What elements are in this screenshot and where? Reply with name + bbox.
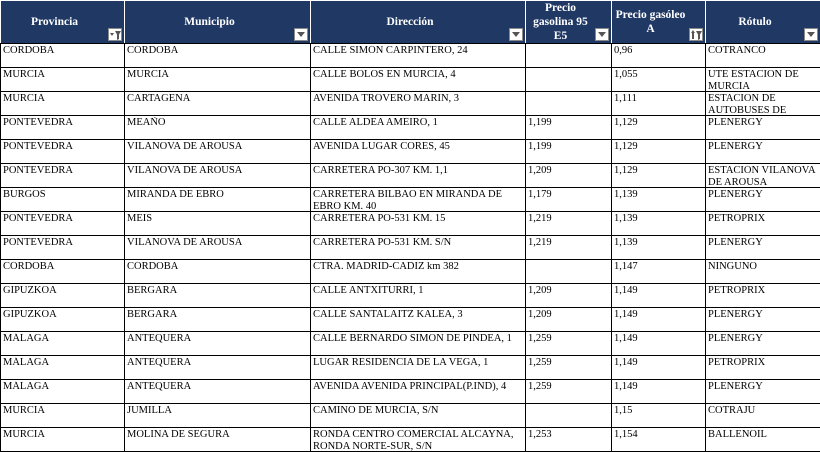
table-row [1,332,820,356]
cell-rotulo[interactable] [706,260,820,284]
cell-municipio[interactable] [125,212,311,236]
cell-value: 1,149 [614,357,703,379]
cell-value: LUGAR RESIDENCIA DE LA VEGA, 1 [313,357,523,379]
cell-precio-gasolina[interactable] [526,164,612,188]
filter-active-icon [110,30,121,40]
cell-precio-gasolina[interactable] [526,308,612,332]
cell-value: MURCIA [3,93,122,115]
cell-municipio[interactable] [125,116,311,140]
cell-provincia[interactable] [1,260,125,284]
cell-value: CTRA. MADRID-CADIZ km 382 [313,261,523,283]
cell-precio-gasolina[interactable] [526,212,612,236]
cell-value [528,93,609,115]
cell-value: 1,15 [614,405,703,427]
cell-value: 1,139 [614,237,703,259]
sort-ascending-icon [691,30,702,40]
cell-value: MÁLAGA [3,333,122,355]
cell-precio-gasolina[interactable] [526,380,612,404]
cell-direccion[interactable] [311,116,526,140]
cell-precio-gasolina[interactable] [526,68,612,92]
cell-direccion[interactable] [311,44,526,68]
dropdown-arrow-icon [598,32,606,37]
cell-precio-gasoleo[interactable] [612,44,706,68]
cell-value: 1,129 [614,165,703,187]
cell-municipio[interactable] [125,140,311,164]
column-header-precio-gasolina[interactable] [526,1,612,44]
cell-precio-gasolina[interactable] [526,260,612,284]
cell-value: PETROPRIX [708,213,818,235]
cell-precio-gasoleo[interactable] [612,356,706,380]
table-body [1,44,820,452]
cell-value: 0,96 [614,45,703,67]
cell-value [528,69,609,91]
cell-value: 1,111 [614,93,703,115]
cell-value: PONTEVEDRA [3,141,122,163]
cell-precio-gasolina[interactable] [526,356,612,380]
cell-provincia[interactable] [1,212,125,236]
cell-value: 1,199 [528,141,609,163]
cell-provincia[interactable] [1,44,125,68]
table-row [1,428,820,452]
cell-municipio[interactable] [125,164,311,188]
cell-value: CALLE BOLOS EN MURCIA, 4 [313,69,523,91]
column-header-rotulo[interactable] [706,1,820,44]
cell-value: CALLE ANTXITURRI, 1 [313,285,523,307]
cell-municipio[interactable] [125,380,311,404]
cell-value: 1,219 [528,213,609,235]
cell-municipio[interactable] [125,260,311,284]
dropdown-arrow-icon [297,32,305,37]
column-header-direccion[interactable] [311,1,526,44]
column-header-precio-gasoleo[interactable] [612,1,706,44]
cell-value: MURCIA [3,69,122,91]
cell-provincia[interactable] [1,404,125,428]
cell-value: 1,259 [528,357,609,379]
cell-municipio[interactable] [125,308,311,332]
cell-municipio[interactable] [125,332,311,356]
filter-dropdown-button[interactable] [804,28,818,41]
cell-provincia[interactable] [1,428,125,452]
cell-value: 1,179 [528,189,609,211]
cell-provincia[interactable] [1,164,125,188]
filter-dropdown-button[interactable] [689,28,703,41]
cell-rotulo[interactable] [706,332,820,356]
cell-value: VILANOVA DE AROUSA [127,165,308,187]
column-header-label: Rótulo [706,15,820,29]
cell-value: 1,129 [614,141,703,163]
cell-precio-gasoleo[interactable] [612,68,706,92]
cell-value: 1,154 [614,429,703,451]
cell-value: MURCIA [127,69,308,91]
column-header-label: Precio gasóleo A [612,8,705,36]
cell-value: MEAÑO [127,117,308,139]
cell-value [528,45,609,67]
cell-value: 1,055 [614,69,703,91]
cell-value: 1,149 [614,333,703,355]
table-row [1,356,820,380]
cell-value: CÓRDOBA [3,45,122,67]
cell-value: VILANOVA DE AROUSA [127,141,308,163]
cell-value: MEIS [127,213,308,235]
cell-provincia[interactable] [1,332,125,356]
cell-value: AVENIDA TROVERO MARIN, 3 [313,93,523,115]
cell-value: PONTEVEDRA [3,117,122,139]
cell-rotulo[interactable] [706,308,820,332]
cell-value [528,261,609,283]
cell-precio-gasoleo[interactable] [612,212,706,236]
cell-provincia[interactable] [1,236,125,260]
cell-precio-gasoleo[interactable] [612,380,706,404]
cell-value: 1,147 [614,261,703,283]
cell-value: ANTEQUERA [127,333,308,355]
cell-precio-gasoleo[interactable] [612,260,706,284]
cell-value: MÁLAGA [3,381,122,403]
cell-precio-gasoleo[interactable] [612,308,706,332]
cell-value: 1,219 [528,237,609,259]
header-row [1,1,820,44]
cell-rotulo[interactable] [706,428,820,452]
cell-value: MURCIA [3,405,122,427]
cell-value: ANTEQUERA [127,357,308,379]
column-header-label: Precio gasolina 95 E5 [526,1,611,43]
cell-municipio[interactable] [125,404,311,428]
cell-value: BERGARA [127,285,308,307]
cell-rotulo[interactable] [706,236,820,260]
cell-value: COTRAJU [708,405,818,427]
cell-value: ANTEQUERA [127,381,308,403]
cell-direccion[interactable] [311,92,526,116]
cell-precio-gasolina[interactable] [526,44,612,68]
cell-value: MIRANDA DE EBRO [127,189,308,211]
cell-value: 1,209 [528,165,609,187]
cell-value: MÁLAGA [3,357,122,379]
cell-value: CÓRDOBA [127,261,308,283]
table-row [1,236,820,260]
cell-value: PONTEVEDRA [3,237,122,259]
table-row [1,284,820,308]
cell-precio-gasoleo[interactable] [612,332,706,356]
cell-value: 1,149 [614,381,703,403]
cell-value: JUMILLA [127,405,308,427]
cell-value: ESTACION DE AUTOBUSES DE [708,93,818,115]
cell-value: CARRETERA PO-531 KM. 15 [313,213,523,235]
cell-provincia[interactable] [1,356,125,380]
cell-municipio[interactable] [125,428,311,452]
cell-value: UTE ESTACION DE MURCIA [708,69,818,91]
cell-value: MURCIA [3,429,122,451]
cell-precio-gasoleo[interactable] [612,116,706,140]
table-row [1,140,820,164]
cell-value: GIPUZKOA [3,285,122,307]
cell-direccion[interactable] [311,140,526,164]
cell-value: PETROPRIX [708,357,818,379]
cell-municipio[interactable] [125,68,311,92]
cell-precio-gasoleo[interactable] [612,404,706,428]
cell-value: CARRETERA BILBAO EN MIRANDA DE EBRO KM. 40 [313,189,523,211]
cell-value: 1,129 [614,117,703,139]
cell-provincia[interactable] [1,140,125,164]
cell-rotulo[interactable] [706,164,820,188]
cell-direccion[interactable] [311,164,526,188]
cell-value: 1,139 [614,189,703,211]
cell-value: PONTEVEDRA [3,213,122,235]
cell-provincia[interactable] [1,284,125,308]
cell-provincia[interactable] [1,188,125,212]
cell-precio-gasolina[interactable] [526,140,612,164]
cell-value: GIPUZKOA [3,309,122,331]
cell-direccion[interactable] [311,308,526,332]
cell-value: 1,149 [614,285,703,307]
cell-precio-gasoleo[interactable] [612,236,706,260]
cell-value: BURGOS [3,189,122,211]
column-header-label: Dirección [311,15,525,29]
table-row [1,380,820,404]
cell-rotulo[interactable] [706,212,820,236]
cell-municipio[interactable] [125,236,311,260]
cell-value: PLENERGY [708,381,818,403]
cell-value: AVENIDA LUGAR CORES, 45 [313,141,523,163]
cell-direccion[interactable] [311,356,526,380]
cell-value: CARRETERA PO-307 KM. 1,1 [313,165,523,187]
cell-direccion[interactable] [311,284,526,308]
cell-precio-gasolina[interactable] [526,428,612,452]
table-row [1,188,820,212]
cell-direccion[interactable] [311,68,526,92]
cell-value: BALLENOIL [708,429,818,451]
cell-precio-gasoleo[interactable] [612,428,706,452]
cell-precio-gasoleo[interactable] [612,164,706,188]
cell-value: PONTEVEDRA [3,165,122,187]
cell-value: PLENERGY [708,237,818,259]
cell-value: CAMINO DE MURCIA, S/N [313,405,523,427]
cell-provincia[interactable] [1,92,125,116]
cell-provincia[interactable] [1,116,125,140]
filter-dropdown-button[interactable] [294,28,308,41]
cell-value: CARRETERA PO-531 KM. S/N [313,237,523,259]
cell-value: COTRANCO [708,45,818,67]
cell-rotulo[interactable] [706,284,820,308]
cell-precio-gasolina[interactable] [526,332,612,356]
cell-direccion[interactable] [311,236,526,260]
cell-value: CÓRDOBA [3,261,122,283]
table-row [1,164,820,188]
cell-value: PLENERGY [708,141,818,163]
cell-rotulo[interactable] [706,188,820,212]
cell-provincia[interactable] [1,380,125,404]
cell-value: VILANOVA DE AROUSA [127,237,308,259]
cell-precio-gasoleo[interactable] [612,188,706,212]
cell-rotulo[interactable] [706,380,820,404]
cell-value: 1,253 [528,429,609,451]
cell-direccion[interactable] [311,380,526,404]
cell-rotulo[interactable] [706,404,820,428]
cell-value: PLENERGY [708,189,818,211]
cell-precio-gasolina[interactable] [526,92,612,116]
table-row [1,260,820,284]
cell-value: NINGUNO [708,261,818,283]
cell-value: ESTACIÓN VILANOVA DE AROUSA [708,165,818,187]
cell-value: 1,139 [614,213,703,235]
table-row [1,308,820,332]
cell-value: 1,209 [528,285,609,307]
cell-value: BERGARA [127,309,308,331]
cell-precio-gasolina[interactable] [526,236,612,260]
table-row [1,44,820,68]
cell-direccion[interactable] [311,428,526,452]
cell-rotulo[interactable] [706,116,820,140]
cell-value: AVENIDA AVENIDA PRINCIPAL(P.IND), 4 [313,381,523,403]
cell-direccion[interactable] [311,212,526,236]
cell-value [528,405,609,427]
filter-dropdown-button[interactable] [108,28,122,41]
column-header-label: Provincia [1,15,124,29]
cell-value: CARTAGENA [127,93,308,115]
cell-value: 1,209 [528,309,609,331]
cell-value: CALLE SANTALAITZ KALEA, 3 [313,309,523,331]
cell-value: PLENERGY [708,309,818,331]
cell-value: CÓRDOBA [127,45,308,67]
table-row [1,404,820,428]
cell-direccion[interactable] [311,404,526,428]
cell-value: MOLINA DE SEGURA [127,429,308,451]
table-row [1,68,820,92]
cell-municipio[interactable] [125,356,311,380]
column-header-provincia[interactable] [1,1,125,44]
dropdown-arrow-icon [807,32,815,37]
cell-precio-gasoleo[interactable] [612,92,706,116]
cell-precio-gasolina[interactable] [526,404,612,428]
cell-provincia[interactable] [1,68,125,92]
cell-direccion[interactable] [311,332,526,356]
filter-dropdown-button[interactable] [595,28,609,41]
cell-direccion[interactable] [311,260,526,284]
column-header-label: Municipio [125,15,310,29]
cell-precio-gasolina[interactable] [526,116,612,140]
cell-rotulo[interactable] [706,44,820,68]
cell-value: CALLE BERNARDO SIMON DE PINDEA, 1 [313,333,523,355]
cell-value: RONDA CENTRO COMERCIAL ALCAYNA, RONDA NORTE-SUR, S/N [313,429,523,451]
filter-dropdown-button[interactable] [509,28,523,41]
cell-value: CALLE SIMÓN CARPINTERO, 24 [313,45,523,67]
table-row [1,212,820,236]
table-row [1,116,820,140]
cell-value: 1,259 [528,381,609,403]
cell-direccion[interactable] [311,188,526,212]
cell-municipio[interactable] [125,188,311,212]
cell-precio-gasoleo[interactable] [612,284,706,308]
cell-value: 1,199 [528,117,609,139]
cell-value: 1,149 [614,309,703,331]
cell-municipio[interactable] [125,92,311,116]
cell-rotulo[interactable] [706,356,820,380]
cell-value: PETROPRIX [708,285,818,307]
table-row [1,92,820,116]
cell-precio-gasoleo[interactable] [612,140,706,164]
cell-value: CALLE ALDEA AMEIRO, 1 [313,117,523,139]
cell-value: PLENERGY [708,117,818,139]
cell-rotulo[interactable] [706,92,820,116]
cell-value: PLENERGY [708,333,818,355]
cell-precio-gasolina[interactable] [526,188,612,212]
column-header-municipio[interactable] [125,1,311,44]
cell-municipio[interactable] [125,44,311,68]
cell-rotulo[interactable] [706,68,820,92]
dropdown-arrow-icon [512,32,520,37]
cell-municipio[interactable] [125,284,311,308]
cell-rotulo[interactable] [706,140,820,164]
cell-provincia[interactable] [1,308,125,332]
cell-precio-gasolina[interactable] [526,284,612,308]
cell-value: 1,259 [528,333,609,355]
